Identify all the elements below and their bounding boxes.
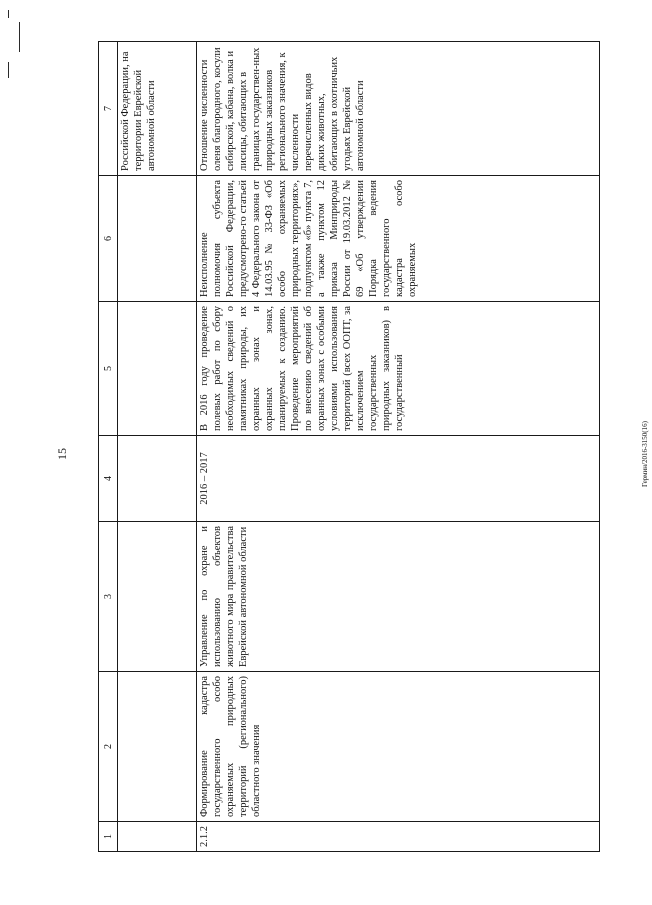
scan-mark: [19, 22, 20, 52]
scan-mark: [8, 62, 9, 78]
cell: [118, 436, 197, 522]
cell: [118, 822, 197, 852]
col-header-3: 3: [99, 522, 118, 672]
rotated-table: [98, 42, 600, 852]
data-table: [98, 41, 600, 852]
table-container: [98, 42, 600, 852]
table-row: [118, 42, 197, 852]
col-header-6: 6: [99, 176, 118, 302]
page-number: 15: [55, 448, 69, 460]
col-header-2: 2: [99, 672, 118, 822]
document-id: Гермин/2016-3150(16): [641, 421, 649, 487]
period: 2016 – 2017: [197, 436, 600, 522]
scan-mark: [8, 10, 9, 18]
col-header-7: 7: [99, 42, 118, 176]
measure-name: Формирование кадастра государственного особо охраняемых природных территорий (регионального) областного значения: [197, 672, 600, 822]
col-header-5: 5: [99, 302, 118, 436]
col-header-4: 4: [99, 436, 118, 522]
table-row: [197, 42, 600, 852]
consequences: Неисполнение полномочия субъекта Российской Федерации, предусмотрено-го статьей 4 Федерального закона от 14.03.95 № 33-ФЗ «Об особо охраняемых природных территориях», подпунктом «б» пункта 7, а также пунктом 12 приказа Минприроды России от 19.03.2012 № 69 «Об утверждении Порядка ведения государственного кадастра особо охраняемых: [197, 176, 600, 302]
cell: [118, 672, 197, 822]
cell: Российской Федерации, на территории Еврейской автономной области: [118, 42, 197, 176]
cell: [118, 176, 197, 302]
indicator-link: Отношение численности оленя благородного, косули сибирской, кабана, волка и лисицы, обитающих в границах государствен-ных природных заказников регионального значения, к численности перечисленных видов диких животных, обитающих в охотничьих угодьях Еврейской автономной области: [197, 42, 600, 176]
header-row: [99, 42, 118, 852]
cell: [118, 522, 197, 672]
item-number: 2.1.2: [197, 822, 600, 852]
col-header-1: 1: [99, 822, 118, 852]
expected-result: В 2016 году проведение полевых работ по сбору необходимых сведений о памятниках природы, их охранных зонах и охранных зонах, планируемых к созданию. Проведение мероприятий по внесению сведений об охранных зонах с особыми условиями использования территорий (всех ООПТ, за исключением государственных природных заказников) в государственный: [197, 302, 600, 436]
responsible-executor: Управление по охране и использованию объектов животного мира правительства Еврейской автономной области: [197, 522, 600, 672]
cell: [118, 302, 197, 436]
